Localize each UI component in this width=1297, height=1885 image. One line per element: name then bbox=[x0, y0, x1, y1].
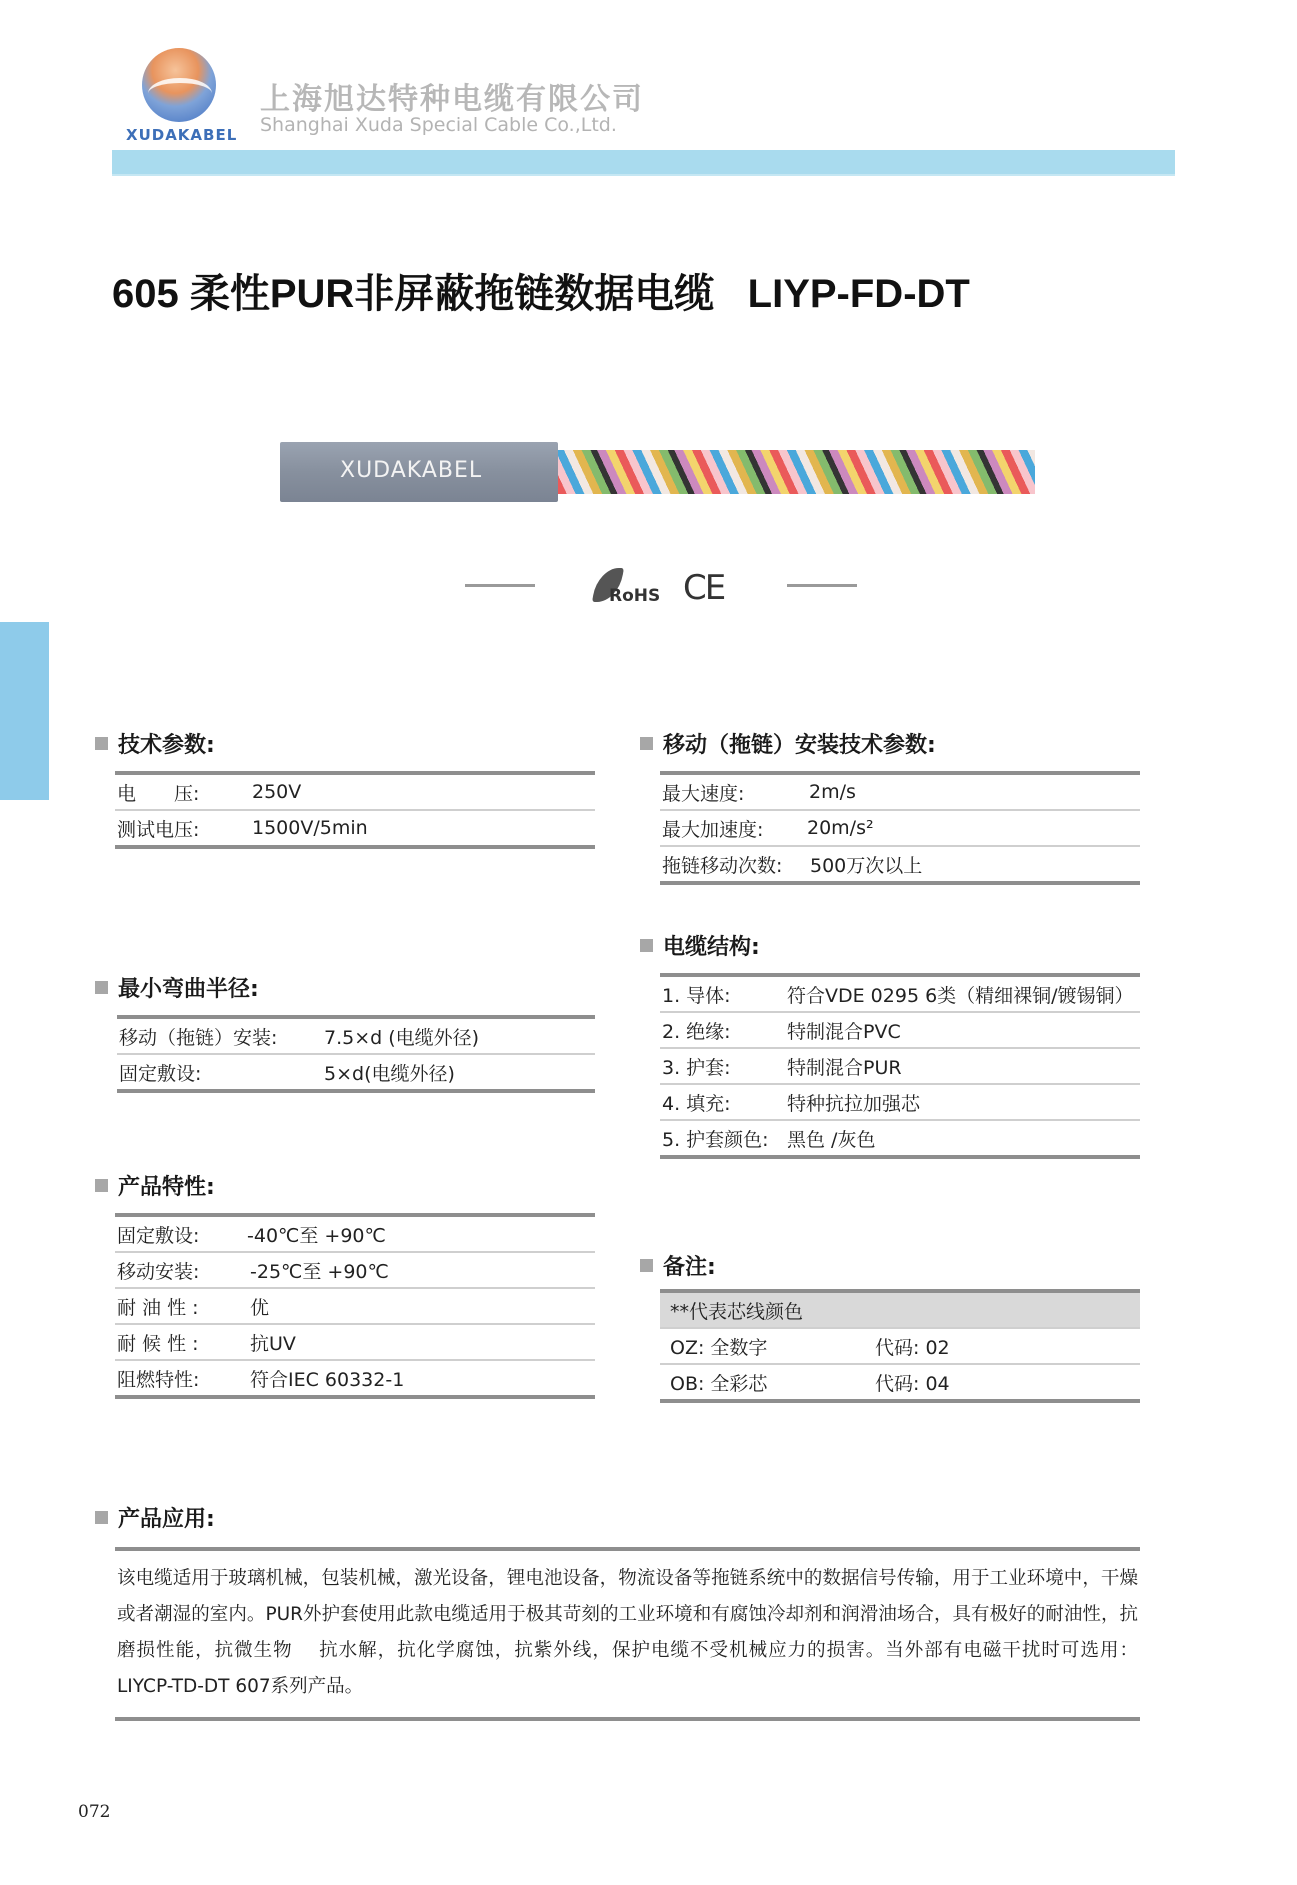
table-row: 移动（拖链）安装: 7.5×d (电缆外径) bbox=[119, 1026, 480, 1049]
table-row: 阻燃特性: 符合IEC 60332-1 bbox=[115, 1359, 595, 1395]
section-structure bbox=[640, 930, 1140, 1159]
bullet-square-icon bbox=[95, 737, 108, 750]
cable-image bbox=[280, 442, 1035, 502]
section-properties bbox=[95, 1170, 595, 1399]
spec-table bbox=[115, 1213, 595, 1399]
section-title: 最小弯曲半径: bbox=[95, 972, 595, 1003]
table-row: 测试电压: 1500V/5min bbox=[115, 809, 595, 845]
spec-table bbox=[115, 771, 595, 849]
section-title: 移动（拖链）安装技术参数: bbox=[640, 728, 1140, 759]
table-row: 耐 候 性 : 抗UV bbox=[115, 1323, 595, 1359]
company-name-en: Shanghai Xuda Special Cable Co.,Ltd. bbox=[260, 114, 617, 136]
bullet-square-icon bbox=[640, 939, 653, 952]
notes-caption: **代表芯线颜色 bbox=[660, 1293, 1140, 1327]
table-row: 最大速度: 2m/s bbox=[662, 781, 856, 805]
table-row: 1. 导体: 符合VDE 0295 6类（精细裸铜/镀锡铜） bbox=[662, 984, 1134, 1007]
table-row: 2. 绝缘: 特制混合PVC bbox=[660, 1011, 1140, 1047]
table-row: 移动安装: -25℃至 +90℃ bbox=[115, 1251, 595, 1287]
section-title: 电缆结构: bbox=[640, 930, 1140, 961]
table-row: 电 压: 250V bbox=[117, 781, 302, 805]
bullet-square-icon bbox=[95, 1511, 108, 1524]
table-row: 4. 填充: 特种抗拉加强芯 bbox=[660, 1083, 1140, 1119]
table-row: OZ: 全数字 代码: 02 bbox=[660, 1327, 1140, 1363]
table-row: 耐 油 性 : 优 bbox=[115, 1287, 595, 1323]
table-row: 拖链移动次数: 500万次以上 bbox=[660, 845, 1140, 881]
table-row: 最大加速度: 20m/s² bbox=[660, 809, 1140, 845]
notes-table bbox=[660, 1289, 1140, 1403]
bullet-square-icon bbox=[640, 737, 653, 750]
table-row: OB: 全彩芯 代码: 04 bbox=[660, 1363, 1140, 1399]
table-row: 5. 护套颜色: 黑色 /灰色 bbox=[660, 1119, 1140, 1155]
table-row: 3. 护套: 特制混合PUR bbox=[660, 1047, 1140, 1083]
section-motion bbox=[640, 728, 1140, 885]
cable-print: XUDAKABEL bbox=[340, 458, 483, 483]
section-bend-radius bbox=[95, 972, 595, 1093]
rohs-badge bbox=[595, 568, 665, 608]
application-text: 该电缆适用于玻璃机械，包装机械，激光设备，锂电池设备，物流设备等拖链系统中的数据信号传输，用于工业环境中，干燥或者潮湿的室内。PUR外护套使用此款电缆适用于极其苛刻的工业环境和有腐蚀冷却剂和润滑油场合，具有极好的耐油性，抗磨损性能，抗微生物 抗水解，抗化学腐蚀，抗紫外线，保护电缆不受机械应力的损害。当外部有电磁干扰时可选用：LIYCP-TD-DT 607系列产品。 bbox=[117, 1568, 1138, 1697]
company-name-cn: 上海旭达特种电缆有限公司 bbox=[260, 82, 644, 117]
bullet-square-icon bbox=[640, 1259, 653, 1272]
company-logo bbox=[126, 48, 236, 148]
header-band bbox=[112, 150, 1175, 176]
ce-mark: CE bbox=[683, 568, 725, 608]
side-tab bbox=[0, 622, 49, 800]
spec-table bbox=[660, 973, 1140, 1159]
page-number: 072 bbox=[78, 1802, 111, 1822]
rohs-label: RoHS bbox=[609, 586, 661, 606]
bullet-square-icon bbox=[95, 1179, 108, 1192]
cable-jacket bbox=[280, 442, 558, 502]
section-notes bbox=[640, 1250, 1140, 1403]
bullet-square-icon bbox=[95, 981, 108, 994]
divider-right bbox=[787, 584, 857, 587]
divider-left bbox=[465, 584, 535, 587]
page-title: 605 柔性PUR非屏蔽拖链数据电缆 LIYP-FD-DT bbox=[112, 272, 970, 316]
spec-table bbox=[117, 1015, 595, 1093]
section-title: 备注: bbox=[640, 1250, 1140, 1281]
logo-text: XUDAKABEL bbox=[126, 126, 238, 144]
cable-wires bbox=[558, 450, 1035, 494]
table-row: 固定敷设: -40℃至 +90℃ bbox=[117, 1224, 386, 1247]
spec-table bbox=[660, 771, 1140, 885]
application-box bbox=[115, 1547, 1140, 1721]
table-row: 固定敷设: 5×d(电缆外径) bbox=[117, 1053, 595, 1089]
section-tech bbox=[95, 728, 595, 849]
section-application bbox=[95, 1502, 1140, 1721]
section-title: 技术参数: bbox=[95, 728, 595, 759]
section-title: 产品特性: bbox=[95, 1170, 595, 1201]
swoosh-icon bbox=[148, 78, 212, 109]
section-title: 产品应用: bbox=[95, 1502, 1140, 1533]
